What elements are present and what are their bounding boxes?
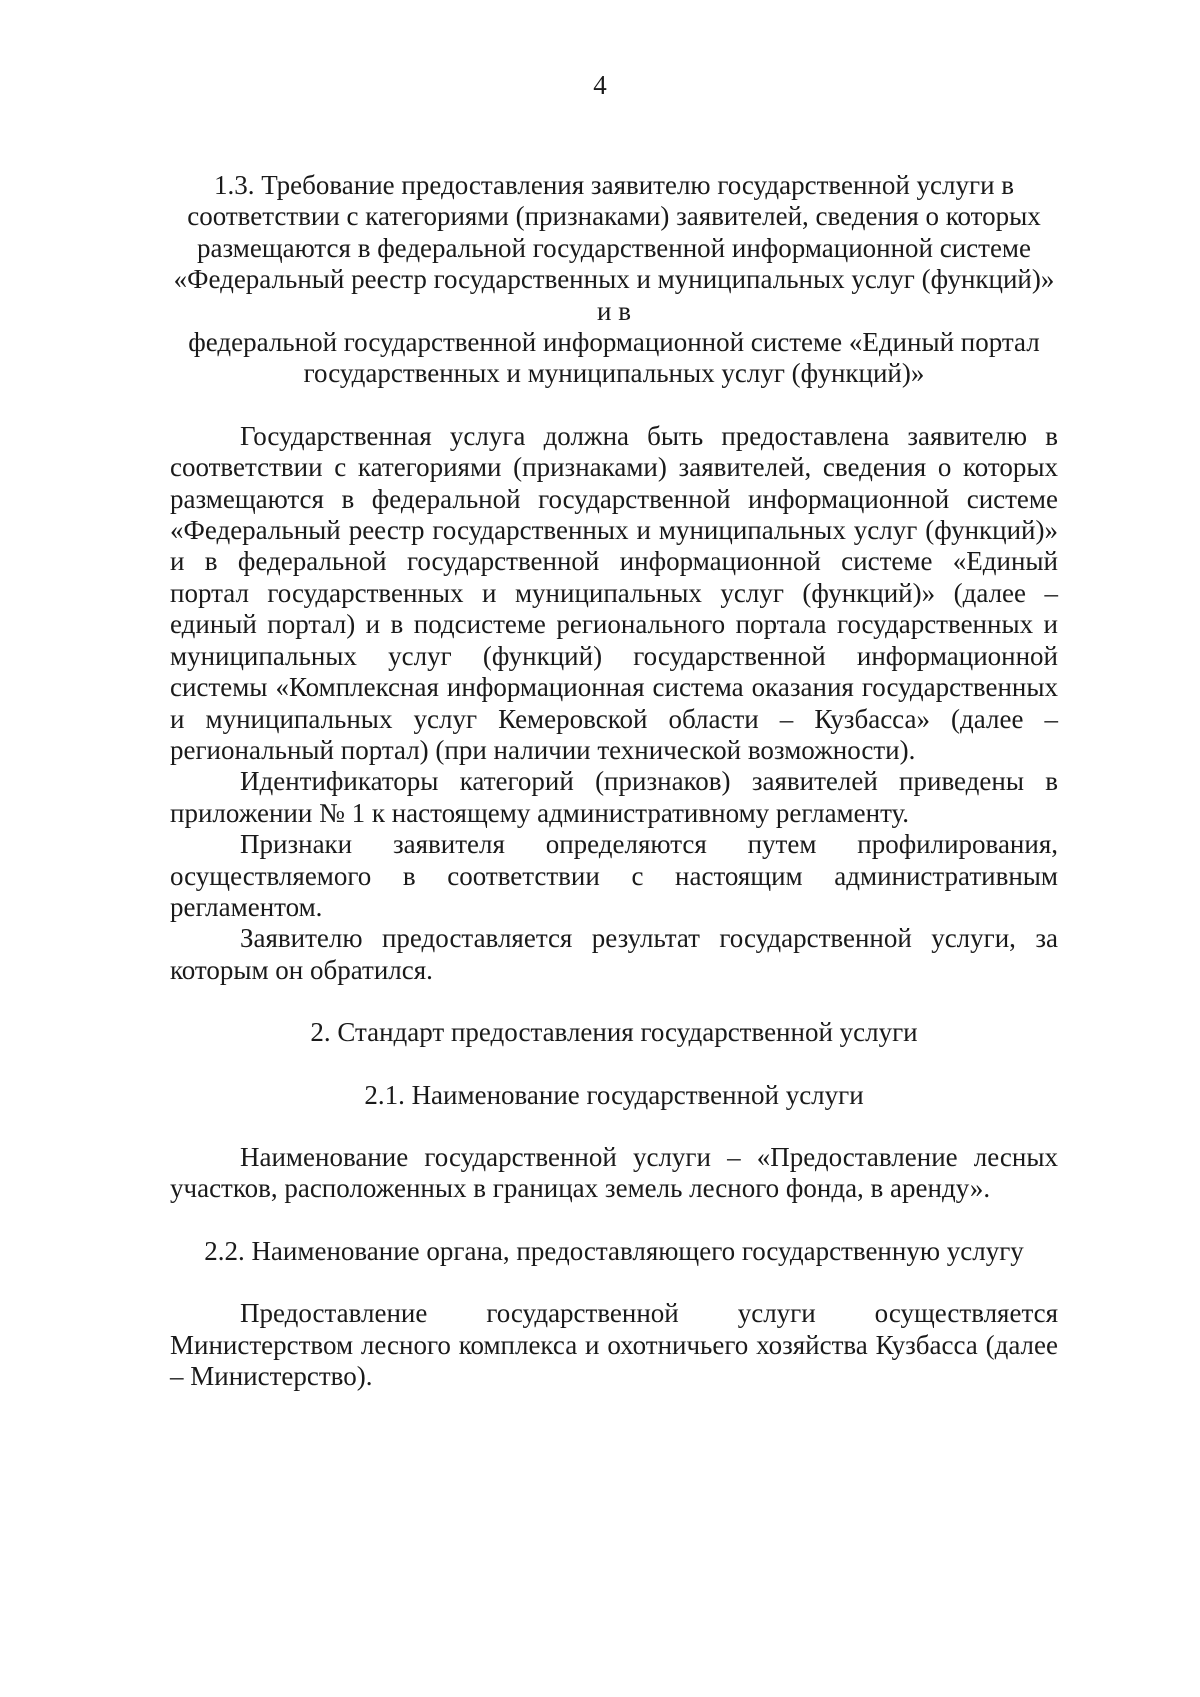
page-number: 4 [593,70,607,100]
section-1-3-heading [170,170,1058,390]
heading-line: «Федеральный реестр государственных и муниципальных услуг (функций)» и в [173,264,1055,326]
heading-line: федеральной государственной информационной системе «Единый портал [188,327,1040,358]
section-2-heading: 2. Стандарт предоставления государственной услуги [310,1017,918,1048]
heading-line: размещаются в федеральной государственной информационной системе [196,232,1032,263]
heading-line: соответствии с категориями (признаками) заявителей, сведения о которых [187,201,1041,232]
section-2-2-heading: 2.2. Наименование органа, предоставляющего государственную услугу [204,1235,1024,1266]
heading-line: 1.3. Требование предоставления заявителю государственной услуги в [213,170,1015,200]
paragraph-result-provided: Заявителю предоставляется результат государственной услуги, за которым он обратился. [170,923,1058,985]
paragraph-providing-body: Предоставление государственной услуги осуществляется Министерством лесного комплекса и охотничьего хозяйства Кузбасса (далее – Министерство). [170,1298,1058,1391]
paragraph-service-categories: Государственная услуга должна быть предоставлена заявителю в соответствии с категориями (признаками) заявителей, сведения о которых размещаются в федеральной государственной информационной системе «Федеральный реестр государственных и муниципальных услуг (функций)» и в федеральной государственной информационной системе «Единый портал государственных и муниципальных услуг (функций)» (далее – единый портал) и в подсистеме регионального портала государственных и муниципальных услуг (функций) государственной информационной системы «Комплексная информационная система оказания государственных и муниципальных услуг Кемеровской области – Кузбасса» (далее – региональный портал) (при наличии технической возможности). [170,420,1058,765]
document-body [170,170,1058,1392]
paragraph-applicant-features: Признаки заявителя определяются путем профилирования, осуществляемого в соответствии с настоящим административным регламентом. [170,829,1058,922]
heading-line: государственных и муниципальных услуг (функций)» [303,358,925,389]
section-2-1-heading: 2.1. Наименование государственной услуги [364,1079,864,1110]
paragraph-category-identifiers: Идентификаторы категорий (признаков) заявителей приведены в приложении № 1 к настоящему административному регламенту. [170,766,1058,828]
paragraph-service-name: Наименование государственной услуги – «Предоставление лесных участков, расположенных в границах земель лесного фонда, в аренду». [170,1141,1058,1204]
